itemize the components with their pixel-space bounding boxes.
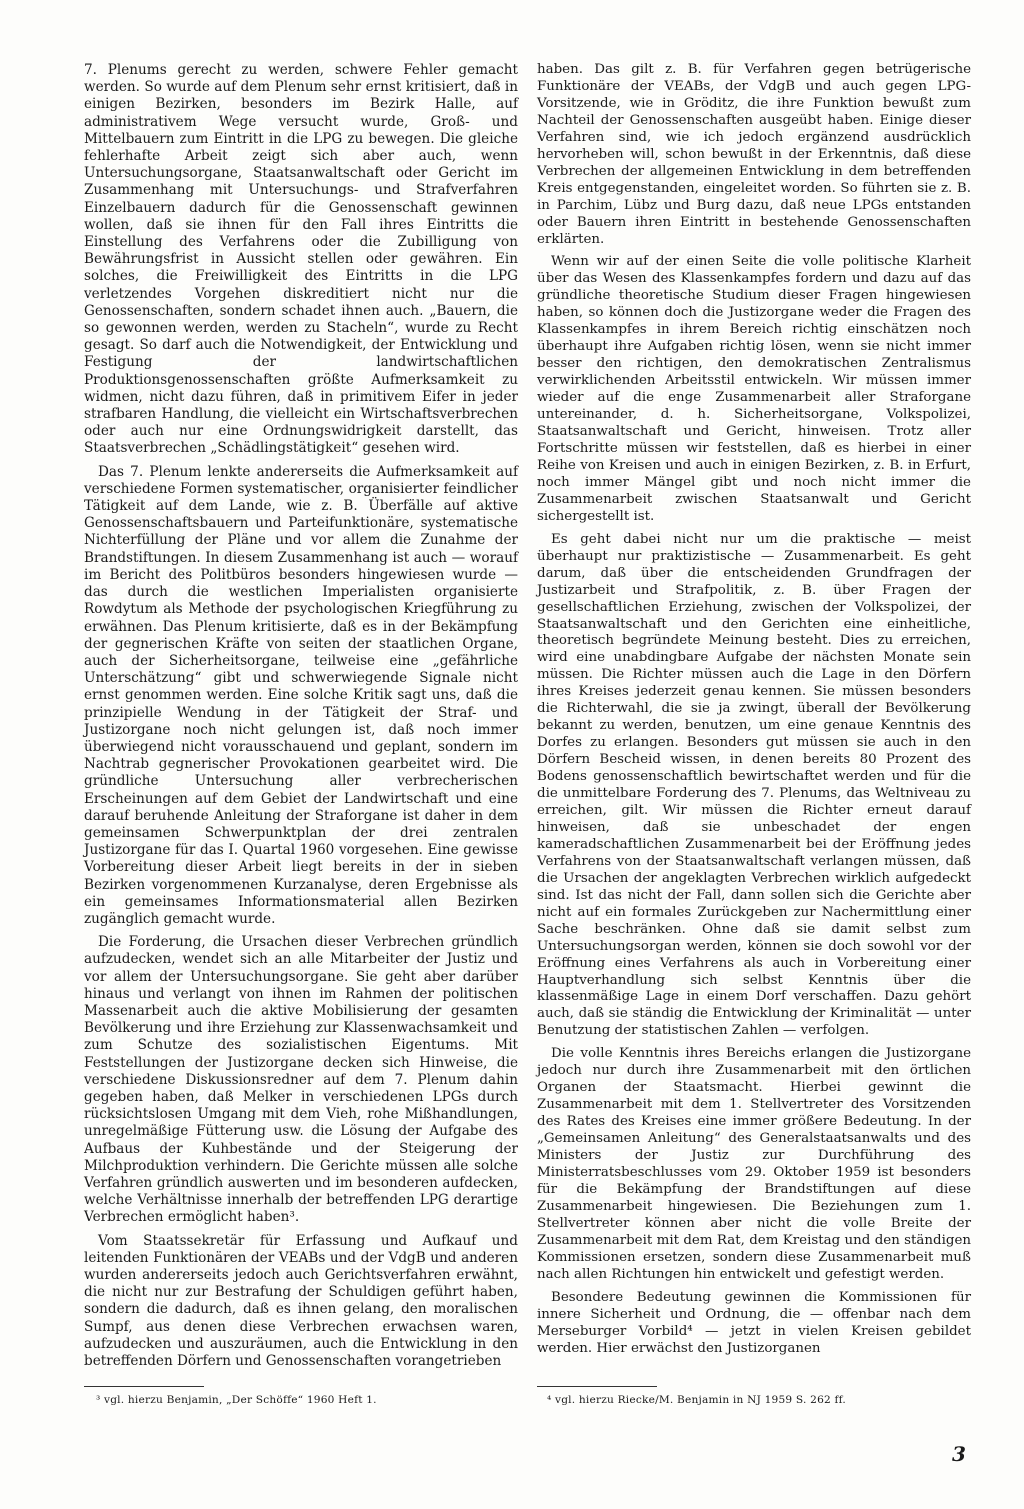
right-paragraph-1: haben. Das gilt z. B. für Verfahren gegen betrügerische Funktionäre der VEABs, der VdgB und auch gegen LPG-Vorsitzende, wie in Gröditz, die ihre Funktion bewußt zum Nachteil der Genossenschaften ausgeübt haben. Einige dieser Verfahren sind, wie ich jedoch ergänzend ausdrücklich hervorheben will, schon bewußt in der Erkenntnis, daß diese Verbrechen der allgemeinen Entwicklung in dem betreffenden Kreis entgegenstanden, eingeleitet worden. So führten sie z. B. in Parchim, Lübz und Burg dazu, daß neue LPGs entstanden oder Bauern ihren Eintritt in bestehende Genossenschaften erklärten. [537,62,971,247]
right-column [537,62,971,1363]
footnote-4: ⁴ vgl. hierzu Riecke/M. Benjamin in NJ 1959 S. 262 ff. [547,1394,846,1406]
footnote-3: ³ vgl. hierzu Benjamin, „Der Schöffe“ 1960 Heft 1. [96,1394,377,1406]
left-paragraph-2: Das 7. Plenum lenkte andererseits die Aufmerksamkeit auf verschiedene Formen systematischer, organisierter feindlicher Tätigkeit auf dem Lande, wie z. B. Überfälle auf aktive Genossenschaftsbauern und Parteifunktionäre, systematische Nichterfüllung der Pläne und vor allem die Zunahme der Brandstiftungen. In diesem Zusammenhang ist auch — worauf im Bericht des Politbüros besonders hingewiesen wurde — das durch die westlichen Imperialisten organisierte Rowdytum als Methode der psychologischen Kriegführung zu erwähnen. Das Plenum kritisierte, daß es in der Bekämpfung der gegnerischen Kräfte von seiten der staatlichen Organe, auch der Sicherheitsorgane, teilweise eine „gefährliche Unterschätzung“ gibt und schwerwiegende Signale nicht ernst genommen werden. Eine solche Kritik sagt uns, daß die prinzipielle Wendung in der Tätigkeit der Straf- und Justizorgane noch nicht gelungen ist, daß noch immer überwiegend nicht vorausschauend und geplant, sondern im Nachtrab gegnerischer Provokationen gearbeitet wird. Die gründliche Untersuchung aller verbrecherischen Erscheinungen auf dem Gebiet der Landwirtschaft und eine darauf beruhende Anleitung der Straforgane ist daher in dem gemeinsamen Schwerpunktplan der drei zentralen Justizorgane für das I. Quartal 1960 vorgesehen. Eine gewisse Vorbereitung dieser Arbeit liegt bereits in der in sieben Bezirken vorgenommenen Kurzanalyse, deren Ergebnisse als ein gemeinsames Informationsmaterial allen Bezirken zugänglich gemacht wurde. [84,463,518,927]
left-paragraph-4: Vom Staatssekretär für Erfassung und Aufkauf und leitenden Funktionären der VEABs und der VdgB und anderen wurden andererseits jedoch auch Gerichtsverfahren erwähnt, die nicht nur zur Bestrafung der Schuldigen geführt haben, sondern die dadurch, daß es ihnen gelang, den moralischen Sumpf, aus denen diese Verbrechen erwachsen waren, aufzudecken und auszuräumen, auch die Entwicklung in den betreffenden Dörfern und Genossenschaften vorangetrieben [84,1232,518,1370]
right-paragraph-4: Die volle Kenntnis ihres Bereichs erlangen die Justizorgane jedoch nur durch ihre Zusammenarbeit mit den örtlichen Organen der Staatsmacht. Hierbei gewinnt die Zusammenarbeit mit dem 1. Stellvertreter des Vorsitzenden des Rates des Kreises eine immer größere Bedeutung. In der „Gemeinsamen Anleitung“ des Generalstaatsanwalts und des Ministers der Justiz zur Durchführung des Ministerratsbeschlusses vom 29. Oktober 1959 ist besonders für die Bekämpfung der Brandstiftungen auf diese Zusammenarbeit hingewiesen. Die Beziehungen zum 1. Stellvertreter können aber nicht die volle Breite der Zusammenarbeit mit dem Rat, dem Kreistag und den ständigen Kommissionen ersetzen, sondern diese Zusammenarbeit muß nach allen Richtungen hin entwickelt und gefestigt werden. [537,1046,971,1282]
footnote-divider-right [537,1386,657,1387]
right-paragraph-3: Es geht dabei nicht nur um die praktische — meist überhaupt nur praktizistische — Zusammenarbeit. Es geht darum, daß über die entscheidenden Grundfragen der Justizarbeit und Strafpolitik, z. B. über Fragen der gesellschaftlichen Erziehung, zwischen der Volkspolizei, der Staatsanwaltschaft und den Gerichten eine einheitliche, theoretisch begründete Meinung besteht. Dies zu erreichen, wird eine unabdingbare Aufgabe der nächsten Monate sein müssen. Die Richter müssen auch die Lage in den Dörfern ihres Kreises jederzeit genau kennen. Sie müssen besonders die Richterwahl, die sie ja zwingt, überall der Bevölkerung bekannt zu werden, benutzen, um eine genaue Kenntnis des Dorfes zu erlangen. Besonders gut müssen sie auch in den Dörfern Bescheid wissen, in denen bereits 80 Prozent des Bodens genossenschaftlich bewirtschaftet werden und für die die unmittelbare Forderung des 7. Plenums, das Weltniveau zu erreichen, gilt. Wir müssen die Richter erneut darauf hinweisen, daß sie unbeschadet der engen kameradschaftlichen Zusammenarbeit bei der Eröffnung jedes Verfahrens von der Staatsanwaltschaft verlangen müssen, daß die Ursachen der angeklagten Verbrechen wirklich aufgedeckt sind. Ist das nicht der Fall, dann sollen sich die Gerichte aber nicht auf ein formales Zurückgeben zur Nachermittlung einer Sache beschränken. Ohne daß sie damit selbst zum Untersuchungsorgan werden, können sie doch sowohl vor der Eröffnung eines Verfahrens als auch in Vorbereitung einer Hauptverhandlung sich selbst Kenntnis über die klassenmäßige Lage in einem Dorf verschaffen. Dazu gehört auch, daß sie ständig die Entwicklung der Kriminalität — unter Benutzung der statistischen Zahlen — verfolgen. [537,531,971,1039]
page-number: 3 [952,1442,966,1466]
left-column [84,62,518,1376]
left-paragraph-3: Die Forderung, die Ursachen dieser Verbrechen gründlich aufzudecken, wendet sich an alle Mitarbeiter der Justiz und vor allem der Untersuchungsorgane. Sie geht aber darüber hinaus und verlangt von ihnen im Rahmen der politischen Massenarbeit auch die aktive Mobilisierung der gesamten Bevölkerung und ihre Erziehung zur Klassenwachsamkeit und zum Schutze des sozialistischen Eigentums. Mit Feststellungen der Justizorgane decken sich Hinweise, die verschiedene Diskussionsredner auf dem 7. Plenum dahin gegeben haben, daß Melker in verschiedenen LPGs durch rücksichtslosen Umgang mit dem Vieh, rohe Mißhandlungen, unregelmäßige Fütterung usw. die Lösung der Aufgabe des Aufbaus der Kuhbestände und der Steigerung der Milchproduktion verhindern. Die Gerichte müssen alle solche Verfahren gründlich auswerten und im besonderen aufdecken, welche Verhältnisse innerhalb der betreffenden LPG derartige Verbrechen ermöglicht haben³. [84,934,518,1226]
footnote-divider-left [84,1386,204,1387]
right-paragraph-2: Wenn wir auf der einen Seite die volle politische Klarheit über das Wesen des Klassenkampfes fordern und dazu auf das gründliche theoretische Studium dieser Fragen hingewiesen haben, so können doch die Justizorgane weder die Fragen des Klassenkampfes in ihrem Bereich richtig einschätzen noch überhaupt ihre Aufgaben richtig lösen, wenn sie nicht immer besser den richtigen, den demokratischen Zentralismus verwirklichenden Arbeitsstil entwickeln. Wir müssen immer wieder auf die enge Zusammenarbeit aller Straforgane untereinander, d. h. Sicherheitsorgane, Volkspolizei, Staatsanwaltschaft und Gericht, hinweisen. Trotz aller Fortschritte müssen wir feststellen, daß es hierbei in einer Reihe von Kreisen und auch in einigen Bezirken, z. B. in Erfurt, noch immer Mängel gibt und noch nicht immer die Zusammenarbeit zwischen Staatsanwalt und Gericht sichergestellt ist. [537,254,971,524]
left-paragraph-1: 7. Plenums gerecht zu werden, schwere Fehler gemacht werden. So wurde auf dem Plenum sehr ernst kritisiert, daß in einigen Bezirken, besonders im Bezirk Halle, auf administrativem Wege versucht wurde, Groß- und Mittelbauern zum Eintritt in die LPG zu bewegen. Die gleiche fehlerhafte Arbeit zeigt sich aber auch, wenn Untersuchungsorgane, Staatsanwaltschaft oder Gericht im Zusammenhang mit Untersuchungs- und Strafverfahren Einzelbauern dadurch für die Genossenschaft gewinnen wollen, daß sie ihnen für den Fall ihres Eintritts die Einstellung des Verfahrens oder die Zubilligung von Bewährungsfrist in Aussicht stellen oder gewähren. Ein solches, die Freiwilligkeit des Eintritts in die LPG verletzendes Vorgehen diskreditiert nicht nur die Genossenschaften, sondern schadet ihnen auch. „Bauern, die so gewonnen werden, werden zu Stacheln“, wurde zu Recht gesagt. So darf auch die Notwendigkeit, der Entwicklung und Festigung der landwirtschaftlichen Produktionsgenossenschaften größte Aufmerksamkeit zu widmen, nicht dazu führen, daß in primitivem Eifer in jeder strafbaren Handlung, die vielleicht ein Wirtschaftsverbrechen oder auch nur eine Ordnungswidrigkeit darstellt, das Staatsverbrechen „Schädlingstätigkeit“ gesehen wird. [84,62,518,457]
right-paragraph-5: Besondere Bedeutung gewinnen die Kommissionen für innere Sicherheit und Ordnung, die — offenbar nach dem Merseburger Vorbild⁴ — jetzt in vielen Kreisen gebildet werden. Hier erwächst den Justizorganen [537,1289,971,1356]
